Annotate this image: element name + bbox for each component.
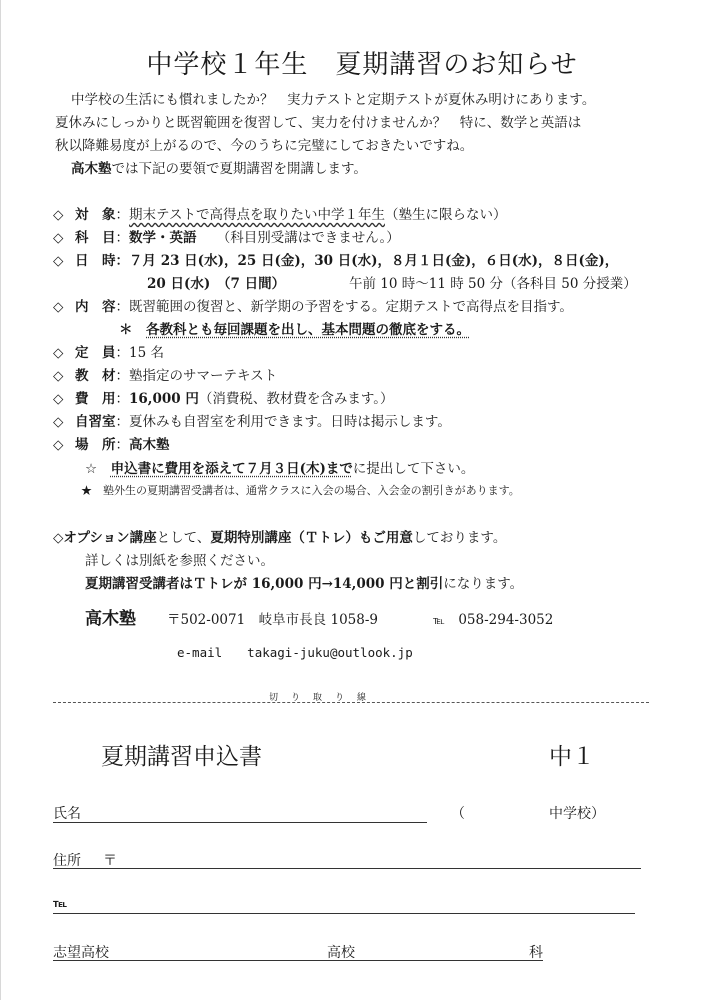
content-value: 既習範囲の復習と、新学期の予習をする。定期テストで高得点を目指す。 (129, 299, 573, 315)
subject-note: （科目別受講はできません。） (223, 230, 400, 246)
place-label: 場 所 (75, 437, 116, 453)
star-outline-icon: ☆ (85, 461, 98, 477)
apply-line (85, 457, 474, 477)
postal-mark-icon: 〒 (103, 853, 117, 869)
tel-label: ℡ (53, 897, 68, 910)
apply-rest: に提出して下さい。 (352, 461, 475, 477)
tel-icon: ℡ (433, 614, 445, 627)
note-line (81, 482, 520, 498)
name-field[interactable] (53, 822, 427, 823)
date-label: 日 時 (75, 253, 116, 269)
item-material: ◇ 教 材：塾指定のサマーテキスト (53, 364, 277, 384)
option-line-3 (85, 572, 523, 592)
material-value: 塾指定のサマーテキスト (129, 368, 278, 384)
study-label: 自習室 (75, 414, 116, 430)
option-course: ◇オプション講座 (53, 530, 157, 546)
item-fee: ◇ 費 用：16,000 円（消費税、教材費を含みます。） (53, 387, 394, 407)
intro-line-1: 中学校の生活にも慣れましたか？ 実力テストと定期テストが夏休み明けにあります。 (71, 92, 596, 108)
item-capacity: ◇ 定 員：15 名 (53, 341, 164, 361)
intro-line-4 (71, 157, 367, 177)
subject-value: 数学・英語 (129, 230, 197, 246)
note-value: 塾外生の夏期講習受講者は、通常クラスに入会の場合、入会金の割引きがあります。 (103, 484, 520, 497)
contact-tel: 058-294-3052 (458, 612, 554, 628)
study-value: 夏休みも自習室を利用できます。日時は掲示します。 (129, 414, 451, 430)
cut-label: 切 り 取 り 線 (269, 693, 369, 703)
diamond-icon: ◇ (53, 391, 64, 407)
school-field[interactable] (53, 960, 543, 961)
item-subject: ◇ 科 目：数学・英語 （科目別受講はできません。） (53, 226, 400, 246)
option-line-2: 詳しくは別紙を参照ください。 (85, 553, 274, 569)
capacity-label: 定 員 (75, 345, 116, 361)
apply-deadline: 申込書に費用を添えて７月３日(木)まで (110, 461, 353, 477)
date-time: 午前 10 時～11 時 50 分（各科目 50 分授業） (349, 276, 637, 292)
content-label: 内 容 (75, 299, 116, 315)
contact-name: 高木塾 (85, 609, 136, 629)
diamond-icon: ◇ (53, 437, 64, 453)
item-date-line-2 (147, 272, 285, 292)
department-suffix: 科 (529, 945, 543, 961)
high-school-suffix: 高校 (327, 945, 355, 961)
diamond-icon: ◇ (53, 368, 64, 384)
paren-open: （ (451, 806, 465, 822)
star-filled-icon: ★ (81, 484, 92, 497)
juku-name: 高木塾 (71, 161, 112, 177)
school-label: 志望高校 (53, 945, 109, 961)
item-place: ◇ 場 所：高木塾 (53, 433, 170, 453)
target-value: 期末テストで高得点を取りたい中学１年生 (129, 207, 385, 223)
item-date: ◇ 日 時：７月 23 日(水)，25 日(金)，30 日(水)，８月１日(金)，６日(水)，８日(金)， (53, 249, 618, 269)
diamond-icon: ◇ (53, 230, 64, 246)
name-label: 氏名 (53, 806, 81, 822)
fee-label: 費 用 (75, 391, 116, 407)
page-title: 中学校１年生 夏期講習のお知らせ (146, 50, 578, 80)
item-content: ◇ 内 容：既習範囲の復習と、新学期の予習をする。定期テストで高得点を目指す。 (53, 295, 573, 315)
diamond-icon: ◇ (53, 414, 64, 430)
capacity-value: 15 名 (129, 345, 164, 361)
contact-email-line (177, 643, 413, 661)
diamond-icon: ◇ (53, 253, 64, 269)
intro-line-3: 秋以降難易度が上がるので、今のうちに完璧にしておきたいですね。 (55, 138, 474, 154)
address-label: 住所 (53, 853, 81, 869)
content-note-line (119, 318, 470, 338)
option-line-1 (53, 526, 506, 546)
target-label: 対 象 (75, 207, 116, 223)
cut-line (53, 702, 649, 703)
diamond-icon: ◇ (53, 207, 64, 223)
option-rest: しております。 (412, 530, 507, 546)
address-field[interactable] (53, 868, 641, 869)
option-discount-rest: になります。 (443, 576, 524, 592)
date-line-2: 20 日(水) （7 日間） (147, 276, 286, 292)
intro-line-2: 夏休みにしっかりと既習範囲を復習して、実力を付けませんか？ 特に、数学と英語は (55, 115, 582, 131)
target-note: （塾生に限らない） (384, 207, 507, 223)
material-label: 教 材 (75, 368, 116, 384)
contact-postal: 〒502-0071 岐阜市長良 1058-9 (167, 612, 378, 628)
form-grade: 中１ (549, 744, 595, 770)
option-special: 夏期特別講座（Ｔトレ）もご用意 (210, 530, 413, 546)
email-label: e-mail (177, 645, 223, 660)
date-line-1: ７月 23 日(水)，25 日(金)，30 日(水)，８月１日(金)，６日(水)，８日(金)， (129, 253, 619, 269)
option-as: として、 (156, 530, 211, 546)
fee-value: 16,000 円 (129, 391, 199, 407)
tel-field[interactable] (53, 913, 635, 914)
intro-line-4-rest: では下記の要領で夏期講習を開講します。 (111, 161, 367, 177)
place-value: 高木塾 (129, 437, 170, 453)
contact-email[interactable]: takagi-juku@outlook.jp (247, 645, 413, 660)
subject-label: 科 目 (75, 230, 116, 246)
school-suffix: 中学校） (549, 806, 605, 822)
form-title: 夏期講習申込書 (101, 744, 262, 770)
fee-note: （消費税、教材費を含みます。） (198, 391, 394, 407)
diamond-icon: ◇ (53, 345, 64, 361)
asterisk-icon: ＊ (119, 322, 133, 338)
item-study-room: ◇ 自習室：夏休みも自習室を利用できます。日時は掲示します。 (53, 410, 451, 430)
contact-tel-line (433, 608, 553, 628)
item-target: ◇ 対 象：期末テストで高得点を取りたい中学１年生（塾生に限らない） (53, 203, 506, 223)
content-note: 各教科とも毎回課題を出し、基本問題の徹底をする。 (146, 322, 470, 338)
option-discount: 夏期講習受講者はＴトレが 16,000 円→14,000 円と割引 (85, 576, 444, 592)
diamond-icon: ◇ (53, 299, 64, 315)
